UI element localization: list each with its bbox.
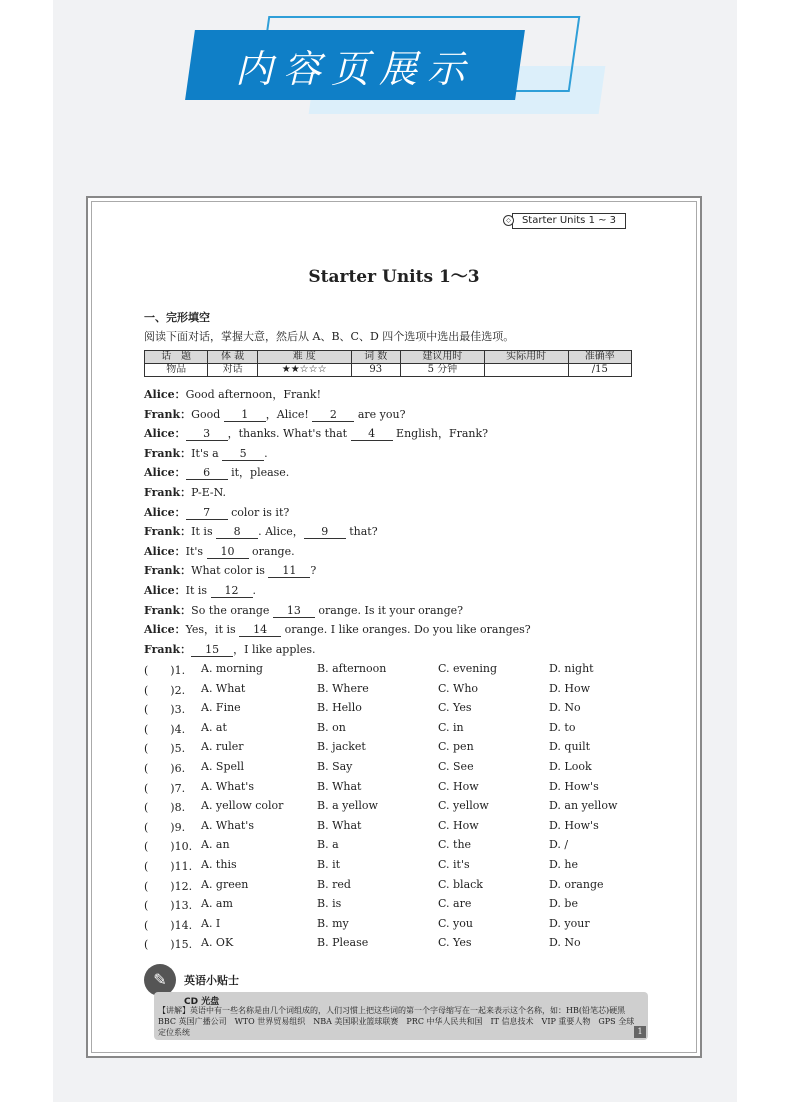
speaker-name: Alice：: [144, 427, 186, 441]
page-title: Starter Units 1～3: [308, 267, 480, 287]
speaker-name: Frank：: [144, 446, 192, 460]
table-header-cell: 词 数: [351, 351, 400, 364]
dialogue-line: [144, 504, 289, 520]
speaker-name: Frank：: [144, 486, 192, 499]
option-d: D. be: [549, 897, 578, 911]
option-b: B. Where: [317, 681, 369, 695]
dialogue-text: .: [264, 446, 268, 460]
table-cell: 物品: [145, 364, 208, 377]
running-header-text: Starter Units 1 ~ 3: [521, 215, 617, 226]
option-a: A. I: [201, 916, 221, 930]
banner-title: 内容页展示: [234, 46, 475, 91]
table-cell: ★★☆☆☆: [257, 364, 351, 377]
option-a: A. an: [201, 838, 230, 852]
dialogue-line: [144, 406, 405, 422]
dialogue-text: It's a: [191, 446, 223, 460]
dialogue-line: [144, 621, 531, 637]
info-table: [144, 350, 632, 377]
option-d: D. Look: [549, 760, 592, 773]
speaker-name: Frank：: [144, 603, 192, 617]
tip-title: 英语小贴士: [184, 974, 239, 987]
document-page: [86, 196, 702, 1058]
option-d: D. /: [549, 838, 569, 852]
dialogue-text: it，please.: [227, 466, 290, 480]
option-d: D. to: [549, 720, 576, 734]
option-b: B. What: [317, 779, 362, 793]
option-d: D. orange: [549, 877, 604, 891]
dialogue-text: orange.: [248, 544, 295, 558]
question-number: ( )15.: [144, 938, 193, 952]
option-c: C. the: [438, 838, 472, 852]
dialogue-text: . Alice，: [258, 525, 304, 539]
option-b: B. Please: [317, 936, 369, 950]
option-b: B. What: [317, 818, 362, 832]
dialogue-line: [144, 484, 226, 500]
dialogue-text: ，Alice!: [265, 407, 313, 421]
option-c: C. are: [438, 897, 472, 911]
dialogue-line: [144, 445, 268, 461]
table-cell: /15: [568, 364, 631, 377]
dialogue-text: So the orange: [191, 603, 273, 617]
option-d: D. How's: [549, 818, 599, 832]
dialogue-line: [144, 641, 316, 657]
option-b: B. my: [317, 916, 349, 930]
option-c: C. How: [438, 779, 479, 793]
option-c: C. See: [438, 760, 474, 773]
option-c: C. evening: [438, 662, 497, 675]
dialogue-line: [144, 543, 295, 559]
running-header: [506, 213, 626, 229]
option-d: D. No: [549, 936, 581, 950]
dialogue-text: .: [252, 584, 257, 597]
answer-blank: 2: [312, 408, 354, 422]
question-number: ( )14.: [144, 918, 193, 932]
answer-blank: 7: [186, 506, 228, 520]
option-c: C. pen: [438, 740, 474, 754]
dialogue-line: [144, 523, 378, 539]
dialogue-text: ，thanks. What's that: [227, 427, 351, 441]
option-b: B. a: [317, 838, 339, 852]
dialogue-text: ?: [310, 564, 317, 578]
table-header-cell: 实际用时: [484, 351, 568, 364]
question-number: ( )9.: [144, 820, 186, 834]
note-icon: ✎: [144, 964, 176, 996]
option-c: C. it's: [438, 858, 470, 871]
option-b: B. jacket: [317, 740, 366, 754]
option-c: C. you: [438, 916, 473, 930]
option-d: D. How: [549, 681, 591, 695]
option-a: A. am: [201, 897, 233, 911]
option-d: D. night: [549, 662, 594, 675]
option-d: D. he: [549, 858, 579, 871]
option-a: A. this: [201, 858, 237, 871]
dialogue-text: are you?: [354, 407, 406, 421]
dialogue-text: orange. Is it your orange?: [314, 603, 464, 617]
question-number: ( )8.: [144, 801, 186, 815]
question-number: ( )3.: [144, 703, 186, 717]
tip-box: [144, 964, 648, 1040]
dialogue-text: What color is: [191, 564, 269, 578]
answer-blank: 8: [216, 525, 258, 539]
option-c: C. How: [438, 818, 479, 832]
answer-blank: 15: [191, 643, 233, 657]
option-a: A. What's: [201, 779, 254, 793]
answer-blank: 9: [304, 525, 346, 539]
table-header-cell: 准确率: [568, 351, 631, 364]
option-d: D. an yellow: [549, 799, 618, 813]
dialogue-text: It is: [185, 584, 211, 597]
question-number: ( )12.: [144, 879, 193, 893]
table-header-cell: 难 度: [257, 351, 351, 364]
question-number: ( )2.: [144, 683, 186, 697]
table-cell: 5 分钟: [400, 364, 484, 377]
option-c: C. Who: [438, 681, 479, 695]
dialogue-line: [144, 562, 316, 578]
speaker-name: Alice：: [144, 388, 186, 401]
option-c: C. in: [438, 720, 464, 734]
option-b: B. is: [317, 897, 342, 911]
speaker-name: Frank：: [144, 407, 192, 421]
table-header-cell: 体 裁: [208, 351, 257, 364]
answer-blank: 5: [222, 447, 264, 461]
speaker-name: Alice：: [144, 505, 186, 519]
section-instruction: 阅读下面对话，掌握大意，然后从 A、B、C、D 四个选项中选出最佳选项。: [144, 330, 515, 343]
dialogue-line: [144, 602, 463, 618]
dialogue-text: Good: [191, 407, 224, 421]
speaker-name: Alice：: [144, 466, 186, 480]
option-d: D. No: [549, 701, 581, 715]
table-header-cell: 建议用时: [400, 351, 484, 364]
option-b: B. on: [317, 720, 346, 734]
option-c: C. yellow: [438, 799, 489, 813]
table-cell: [484, 364, 568, 377]
option-a: A. Fine: [201, 701, 241, 715]
answer-blank: 1: [224, 408, 266, 422]
section-heading: 一、完形填空: [144, 311, 210, 324]
dialogue-text: that?: [345, 525, 378, 539]
dialogue-text: It is: [191, 525, 217, 539]
answer-blank: 6: [186, 466, 228, 480]
option-a: A. green: [201, 877, 249, 891]
option-b: B. afternoon: [317, 662, 387, 675]
speaker-name: Frank：: [144, 642, 192, 656]
speaker-name: Frank：: [144, 564, 192, 578]
option-c: C. Yes: [438, 701, 472, 715]
answer-blank: 11: [268, 564, 310, 578]
speaker-name: Alice：: [144, 544, 186, 558]
table-cell: 对话: [208, 364, 257, 377]
dialogue-line: [144, 425, 488, 441]
answer-blank: 3: [186, 427, 228, 441]
tip-subtitle: CD 光盘: [184, 997, 220, 1007]
option-a: A. ruler: [201, 740, 244, 754]
page-number: 1: [634, 1026, 646, 1038]
option-b: B. red: [317, 877, 351, 891]
dialogue-text: Good afternoon，Frank!: [185, 388, 322, 401]
question-number: ( )5.: [144, 742, 186, 756]
answer-blank: 12: [211, 584, 253, 598]
option-d: D. quilt: [549, 740, 591, 754]
option-d: D. your: [549, 916, 590, 930]
option-a: A. morning: [201, 662, 263, 675]
dialogue-text: orange. I like oranges. Do you like oranges?: [281, 623, 531, 637]
question-number: ( )4.: [144, 722, 186, 736]
speaker-name: Frank：: [144, 525, 192, 539]
question-number: ( )13.: [144, 899, 193, 913]
answer-blank: 4: [351, 427, 393, 441]
dialogue-text: P-E-N.: [191, 486, 227, 499]
dialogue-line: [144, 386, 321, 402]
bullet-icon: ◇: [503, 215, 514, 226]
question-number: ( )11.: [144, 860, 193, 873]
speaker-name: Alice：: [144, 623, 186, 637]
option-a: A. OK: [201, 936, 234, 950]
option-a: A. at: [201, 720, 227, 734]
option-c: C. black: [438, 877, 483, 891]
option-a: A. What: [201, 681, 246, 695]
option-d: D. How's: [549, 779, 599, 793]
question-number: ( )7.: [144, 781, 186, 795]
dialogue-text: ，I like apples.: [233, 642, 316, 656]
answer-blank: 14: [239, 623, 281, 637]
dialogue-text: It's: [185, 544, 207, 558]
question-number: ( )6.: [144, 762, 186, 775]
option-c: C. Yes: [438, 936, 472, 950]
option-a: A. yellow color: [201, 799, 284, 813]
question-number: ( )1.: [144, 664, 186, 677]
option-b: B. it: [317, 858, 341, 871]
dialogue-line: [144, 582, 256, 598]
tip-content: [154, 992, 648, 1040]
option-b: B. a yellow: [317, 799, 378, 813]
answer-blank: 13: [273, 604, 315, 618]
dialogue-text: color is it?: [227, 505, 290, 519]
table-header-cell: 话 题: [145, 351, 208, 364]
option-b: B. Say: [317, 760, 353, 773]
dialogue-text: English，Frank?: [392, 427, 489, 441]
tip-body: 【讲解】英语中有一些名称是由几个词组成的，人们习惯上把这些词的第一个字母缩写在一起来表示这个名称，如：HB(铅笔芯)硬黑 BBC 英国广播公司 WTO 世界贸易组织 NBA 美国职业篮球联赛 PRC 中华人民共和国 IT 信息技术 VIP 重要人物 GPS 全球定位系统: [158, 1006, 635, 1037]
dialogue-line: [144, 464, 289, 480]
table-cell: 93: [351, 364, 400, 377]
speaker-name: Alice：: [144, 584, 186, 597]
dialogue-text: Yes，it is: [185, 623, 240, 637]
option-a: A. What's: [201, 818, 254, 832]
answer-blank: 10: [207, 545, 249, 559]
question-number: ( )10.: [144, 840, 193, 854]
option-a: A. Spell: [201, 760, 245, 773]
option-b: B. Hello: [317, 701, 362, 715]
